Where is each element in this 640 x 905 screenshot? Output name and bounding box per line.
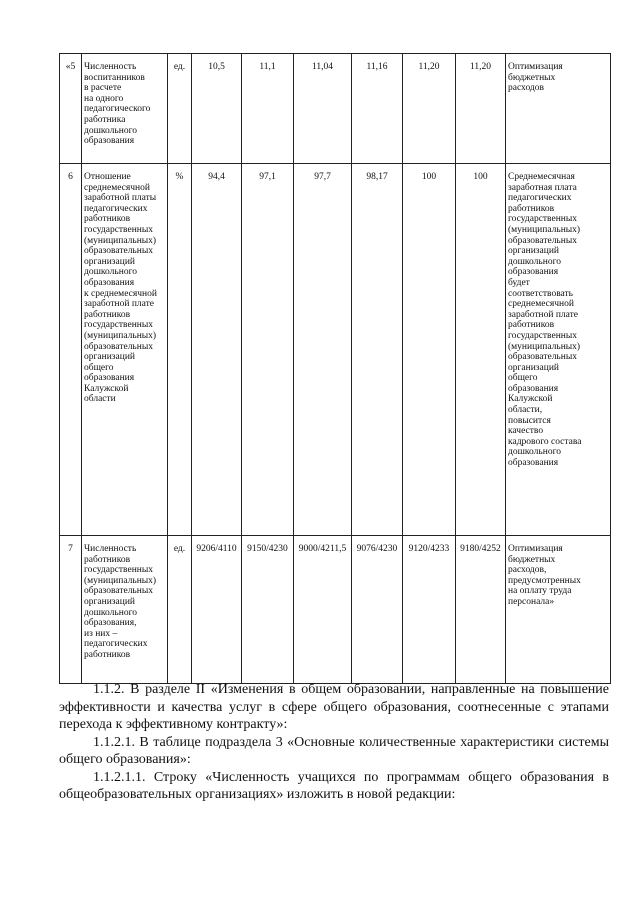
note-line: области,: [508, 405, 543, 416]
indicator-name-line: Отношение: [84, 172, 131, 182]
indicator-name-line: (муниципальных): [84, 330, 157, 341]
indicator-name-line: образования: [84, 277, 135, 288]
value-cell: 94,4: [192, 164, 242, 536]
value-cell: 9076/4230: [352, 536, 403, 684]
value-cell: 9150/4230: [242, 536, 294, 684]
value-cell: 11,20: [403, 54, 456, 164]
table-row: [60, 536, 611, 684]
indicator-name-line: заработной плате: [84, 299, 155, 310]
note-line: (муниципальных): [508, 224, 581, 235]
paragraph: 1.1.2.1. В таблице подраздела 3 «Основные количественные характеристики системы общего образования»:: [59, 734, 609, 767]
note-line: образовательных: [508, 235, 577, 246]
row-number: 6: [60, 164, 82, 536]
indicator-name-line: образования,: [84, 618, 137, 629]
indicator-name-line: образования: [84, 136, 135, 147]
indicator-name-line: дошкольного: [84, 607, 137, 618]
value-cell: 9000/4211,5: [294, 536, 352, 684]
value-cell: 11,04: [294, 54, 352, 164]
indicator-name-line: педагогических: [84, 639, 148, 650]
indicator-name-line: дошкольного: [84, 267, 137, 278]
indicator-name-line: из них –: [84, 628, 118, 639]
indicator-name-line: работников: [84, 554, 131, 565]
unit-cell: ед.: [168, 536, 192, 684]
indicator-name-line: образования: [84, 373, 135, 384]
note-line: качество: [508, 426, 544, 437]
indicator-name-line: (муниципальных): [84, 235, 157, 246]
indicator-name-line: государственных: [84, 320, 154, 331]
note-line: бюджетных: [508, 72, 556, 83]
note-line: расходов,: [508, 565, 547, 576]
note-cell: [506, 164, 611, 536]
value-cell: 9206/4110: [192, 536, 242, 684]
indicator-name-line: образовательных: [84, 246, 153, 257]
indicator-name-line: в расчете: [84, 83, 122, 94]
value-cell: 10,5: [192, 54, 242, 164]
indicator-name-line: Численность: [84, 62, 137, 72]
note-line: Калужской: [508, 394, 553, 405]
note-line: повысится: [508, 415, 551, 426]
note-line: среднемесячной: [508, 299, 574, 310]
note-cell: [506, 536, 611, 684]
note-line: (муниципальных): [508, 341, 581, 352]
note-line: расходов: [508, 83, 544, 94]
indicator-name-line: дошкольного: [84, 125, 137, 136]
note-cell: [506, 54, 611, 164]
value-cell: 11,16: [352, 54, 403, 164]
unit-cell: %: [168, 164, 192, 536]
note-line: дошкольного: [508, 447, 561, 458]
note-line: на оплату труда: [508, 586, 572, 597]
note-line: государственных: [508, 330, 578, 341]
note-line: предусмотренных: [508, 575, 581, 586]
indicator-name-line: педагогического: [84, 104, 151, 115]
indicator-name-line: образовательных: [84, 586, 153, 597]
indicator-name-line: на одного: [84, 93, 124, 104]
row-number: 7: [60, 536, 82, 684]
indicator-name-line: организаций: [84, 352, 136, 363]
indicator-name-line: работников: [84, 649, 131, 660]
note-line: кадрового состава: [508, 436, 582, 447]
note-line: работников: [508, 320, 555, 331]
indicator-name-line: (муниципальных): [84, 575, 157, 586]
note-line: бюджетных: [508, 554, 556, 565]
unit-cell: ед.: [168, 54, 192, 164]
indicator-name-line: работника: [84, 114, 126, 125]
indicator-name-line: общего: [84, 362, 114, 373]
value-cell: 11,20: [456, 54, 506, 164]
body-text: [59, 681, 609, 804]
indicator-name-line: образовательных: [84, 341, 153, 352]
table-row: [60, 164, 611, 536]
note-line: соответствовать: [508, 288, 574, 299]
value-cell: 100: [403, 164, 456, 536]
value-cell: 11,1: [242, 54, 294, 164]
note-line: организаций: [508, 362, 560, 373]
indicator-name-line: работников: [84, 214, 131, 225]
note-line: образовательных: [508, 352, 577, 363]
note-line: заработная плата: [508, 182, 577, 193]
note-line: персонала»: [508, 596, 555, 607]
indicator-name-line: воспитанников: [84, 72, 145, 83]
indicator-name-line: организаций: [84, 596, 136, 607]
note-line: будет: [508, 277, 530, 288]
note-line: Оптимизация: [508, 544, 563, 554]
paragraph: 1.1.2. В разделе II «Изменения в общем образовании, направленные на повышение эффективности и качества услуг в сфере общего образования, соотнесенные с этапами перехода к эффективному контракту»:: [59, 682, 609, 732]
indicator-name-line: работников: [84, 309, 131, 320]
value-cell: 9180/4252: [456, 536, 506, 684]
value-cell: 97,7: [294, 164, 352, 536]
table-body: [60, 54, 611, 684]
table-row: [60, 54, 611, 164]
note-line: государственных: [508, 214, 578, 225]
indicators-table: [59, 53, 611, 684]
value-cell: 98,17: [352, 164, 403, 536]
indicator-name-line: Численность: [84, 544, 137, 554]
indicator-name-line: Калужской: [84, 383, 129, 394]
value-cell: 9120/4233: [403, 536, 456, 684]
indicator-name-line: области: [84, 394, 116, 405]
note-line: Оптимизация: [508, 62, 563, 72]
note-line: педагогических: [508, 193, 572, 204]
indicator-name-line: организаций: [84, 256, 136, 267]
note-line: заработной плате: [508, 309, 579, 320]
paragraph: 1.1.2.1.1. Строку «Численность учащихся по программам общего образования в общеобразовательных организациях» изложить в новой редакции:: [59, 769, 609, 802]
indicator-name-line: среднемесячной: [84, 182, 150, 193]
value-cell: 100: [456, 164, 506, 536]
note-line: дошкольного: [508, 256, 561, 267]
indicator-name: [82, 164, 168, 536]
note-line: работников: [508, 203, 555, 214]
value-cell: 97,1: [242, 164, 294, 536]
note-line: образования: [508, 383, 559, 394]
note-line: образования: [508, 458, 559, 469]
indicator-name-line: к среднемесячной: [84, 288, 157, 299]
row-number: «5: [60, 54, 82, 164]
note-line: общего: [508, 373, 538, 384]
indicator-name-line: государственных: [84, 565, 154, 576]
indicator-name-line: государственных: [84, 224, 154, 235]
indicator-name-line: заработной платы: [84, 193, 157, 204]
note-line: образования: [508, 267, 559, 278]
indicator-name-line: педагогических: [84, 203, 148, 214]
indicator-name: [82, 536, 168, 684]
note-line: Среднемесячная: [508, 172, 575, 182]
note-line: организаций: [508, 246, 560, 257]
indicator-name: [82, 54, 168, 164]
